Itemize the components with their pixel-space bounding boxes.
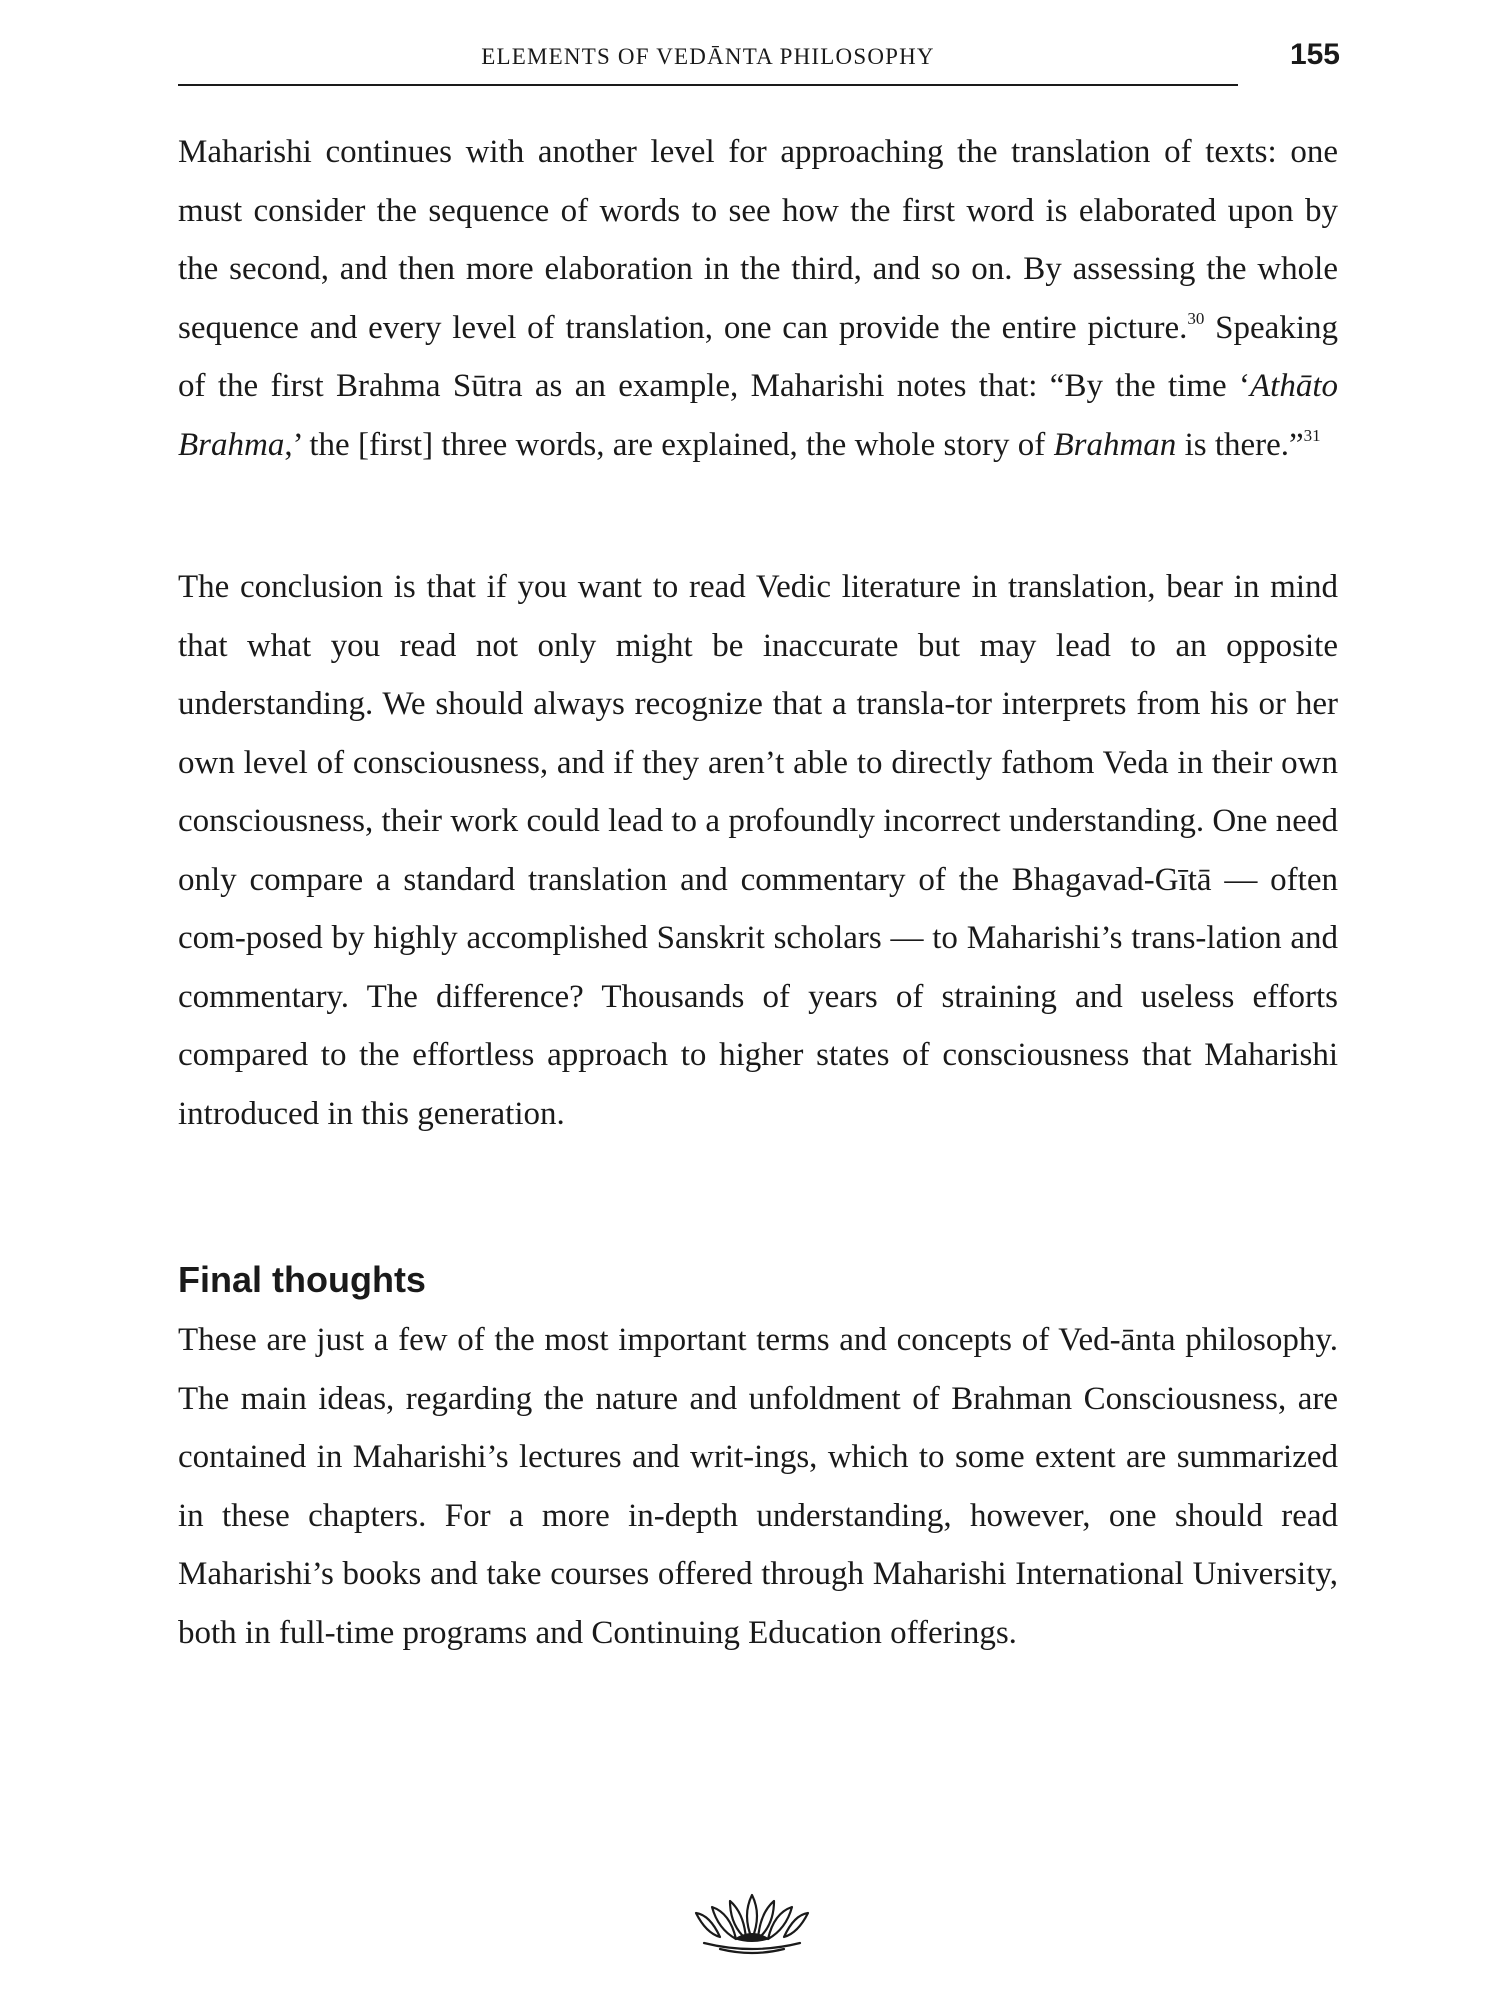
footnote-ref-31: 31 — [1303, 425, 1321, 445]
paragraph-1-run-2: Speaking of the first Brahma Sūtra as an example, Maharishi notes that: “By the time ‘ — [178, 309, 1338, 404]
running-title: ELEMENTS OF VEDĀNTA PHILOSOPHY — [481, 44, 935, 69]
paragraph-1-run-3: ,’ the [first] three words, are explained, the whole story of — [284, 426, 1054, 463]
running-header — [178, 38, 1238, 84]
paragraph-3-text: These are just a few of the most important terms and concepts of Ved-ānta philosophy. The main ideas, regarding the nature and unfoldment of Brahman Consciousness, are contained in Maharishi’s lectures and writ-ings, which to some extent are summarized in these chapters. For a more in-depth understanding, however, one should read Maharishi’s books and take courses offered through Maharishi International University, both in full-time programs and Continuing Education offerings. — [178, 1322, 1338, 1651]
footnote-ref-30: 30 — [1187, 308, 1205, 328]
header-rule — [178, 84, 1238, 86]
section-heading: Final thoughts — [178, 1259, 426, 1300]
paragraph-3 — [178, 1311, 1338, 1662]
paragraph-1 — [178, 123, 1338, 474]
page-number: 155 — [1289, 38, 1340, 71]
paragraph-2-text: The conclusion is that if you want to read Vedic literature in translation, bear in mind that what you read not only might be inaccurate but may lead to an opposite understanding. We should always recognize that a transla-tor interprets from his or her own level of consciousness, and if they aren’t able to directly fathom Veda in their own consciousness, their work could lead to a profoundly incorrect understanding. One need only compare a standard translation and commentary of the Bhagavad-Gītā — often com-posed by highly accomplished Sanskrit scholars — to Maharishi’s trans-lation and commentary. The difference? Thousands of years of straining and useless efforts compared to the effortless approach to higher states of consciousness that Maharishi introduced in this generation. — [178, 569, 1338, 1132]
paragraph-1-run-4: is there.” — [1176, 426, 1304, 463]
term-athato-brahma: Athāto Brahma — [178, 368, 1338, 463]
term-brahman: Brahman — [1053, 426, 1177, 463]
lotus-icon — [690, 1893, 814, 1957]
paragraph-1-run-1: Maharishi continues with another level for approaching the translation of texts: one must consider the sequence of words to see how the first word is elaborated upon by the second, and then more elaboration in the third, and so on. By assessing the whole sequence and every level of translation, one can provide the entire picture. — [178, 134, 1338, 346]
paragraph-2 — [178, 558, 1338, 1143]
paragraph-1-text — [178, 123, 1338, 474]
